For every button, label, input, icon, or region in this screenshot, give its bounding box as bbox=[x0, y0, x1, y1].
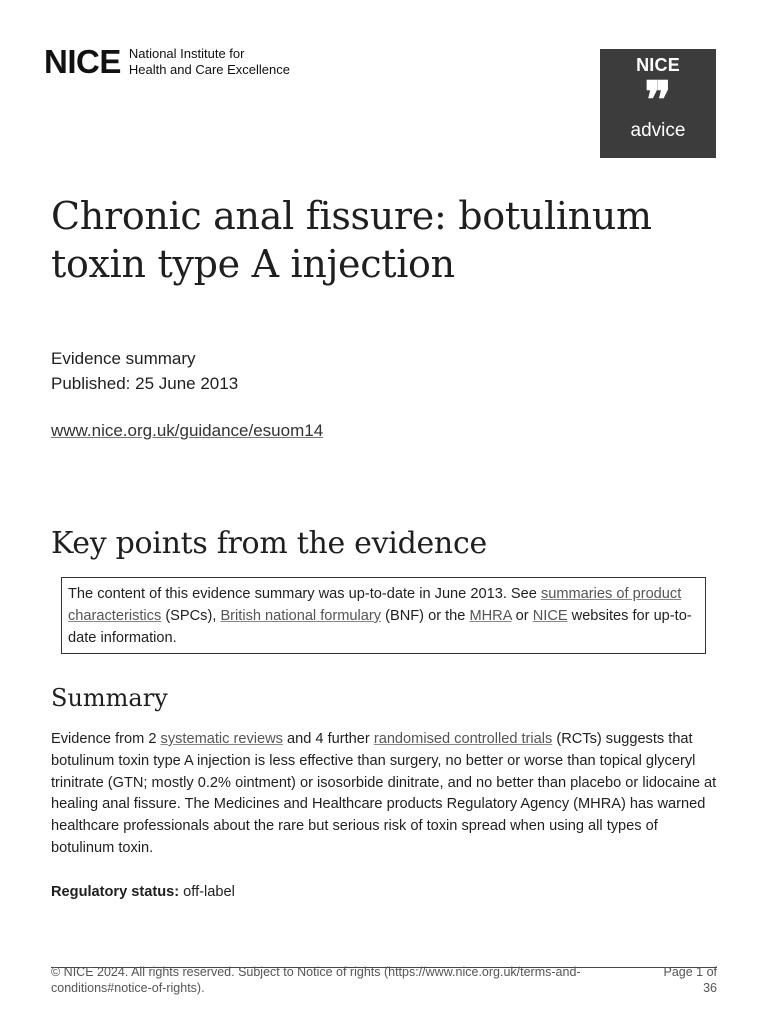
logo-subtitle-line2: Health and Care Excellence bbox=[128, 61, 290, 77]
badge-brand: NICE bbox=[636, 55, 680, 75]
document-meta bbox=[51, 346, 238, 396]
notice-text-2: (SPCs), bbox=[161, 608, 221, 624]
notice-text-1: The content of this evidence summary was up-to-date in June 2013. See bbox=[68, 586, 541, 602]
badge-label: advice bbox=[630, 120, 686, 141]
up-to-date-notice-box bbox=[61, 577, 706, 654]
summary-text-1: Evidence from 2 bbox=[51, 731, 161, 747]
document-type: Evidence summary bbox=[51, 349, 196, 368]
summary-text-3: (RCTs) suggests that botulinum toxin type A injection is less effective than surgery, no better or worse than topical glyceryl trinitrate (GTN; mostly 0.2% ointment) or isosorbide dinitrate, and no better than placebo or lidocaine at healing anal fissure. The Medicines and Healthcare products Regulatory Agency (MHRA) has warned healthcare professionals about the rare but serious risk of toxin spread when using all types of botulinum toxin. bbox=[51, 731, 717, 856]
footer-copyright: © NICE 2024. All rights reserved. Subject to Notice of rights (https://www.nice.org.uk/terms-and-conditions#notice-of-rights). bbox=[51, 965, 581, 995]
published-date: Published: 25 June 2013 bbox=[51, 374, 239, 393]
summary-paragraph bbox=[51, 729, 721, 860]
summary-heading: Summary bbox=[51, 684, 168, 712]
logo-subtitle bbox=[129, 46, 290, 78]
regulatory-status-label: Regulatory status: bbox=[51, 884, 180, 900]
systematic-reviews-link[interactable]: systematic reviews bbox=[160, 731, 283, 747]
guidance-url-link[interactable]: www.nice.org.uk/guidance/esuom14 bbox=[51, 421, 324, 440]
rct-link[interactable]: randomised controlled trials bbox=[373, 731, 553, 747]
notice-text-4: or bbox=[511, 608, 533, 624]
page-title: Chronic anal fissure: botulinum toxin type A injection bbox=[51, 194, 652, 286]
mhra-link[interactable]: MHRA bbox=[469, 608, 512, 624]
quote-icon: ❞ bbox=[644, 70, 672, 129]
nice-logo bbox=[44, 45, 290, 78]
regulatory-status bbox=[51, 882, 235, 902]
page-number: Page 1 of 36 bbox=[663, 965, 717, 995]
logo-wordmark: NICE bbox=[44, 43, 121, 80]
key-points-heading: Key points from the evidence bbox=[51, 526, 487, 561]
spc-link[interactable]: summaries of product characteristics bbox=[68, 586, 682, 624]
regulatory-status-value: off-label bbox=[179, 884, 235, 900]
notice-text-3: (BNF) or the bbox=[381, 608, 470, 624]
bnf-link[interactable]: British national formulary bbox=[220, 608, 382, 624]
logo-subtitle-line1: National Institute for bbox=[128, 45, 245, 61]
summary-text-2: and 4 further bbox=[282, 731, 374, 747]
notice-text-5: websites for up-to-date information. bbox=[68, 608, 692, 646]
nice-link[interactable]: NICE bbox=[532, 608, 568, 624]
nice-advice-badge bbox=[600, 49, 716, 158]
